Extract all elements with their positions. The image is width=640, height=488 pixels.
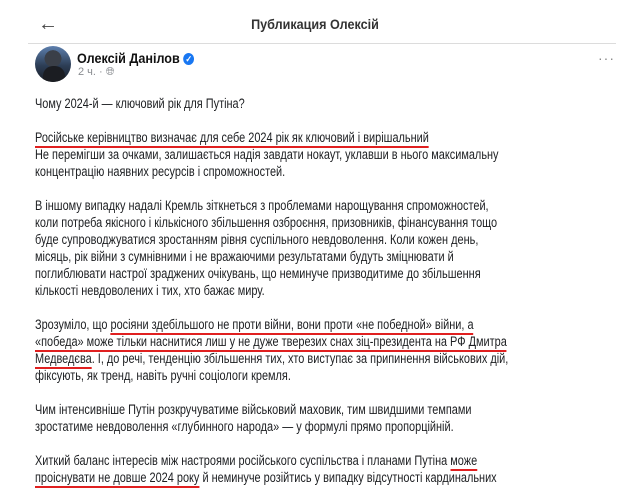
text-segment: Хиткий баланс інтересів між настроями російського суспільства і планами Путіна	[35, 453, 451, 468]
text-segment: Чому 2024-й — ключовий рік для Путіна?	[35, 96, 245, 111]
text-line	[35, 401, 508, 418]
page-title: Публикация Олексій	[251, 16, 379, 32]
text-segment: . І, до речі, тенденцію збільшення тих, хто виступає за припинення військових дій,	[91, 351, 509, 366]
author-name-text[interactable]: Олексій Данілов	[77, 50, 180, 66]
text-segment: буде супроводжуватися зростанням рівня суспільного невдоволення. Коли кожен день,	[35, 232, 479, 247]
paragraph-gap	[35, 112, 508, 129]
text-line	[35, 282, 508, 299]
globe-icon: 🌐︎	[105, 66, 115, 78]
text-segment: місяць, рік війни з сумнівними і не вражаючими результатами будуть зміцнювати й	[35, 249, 454, 264]
text-line	[35, 248, 508, 265]
text-line	[35, 316, 508, 333]
text-line	[35, 333, 508, 350]
text-segment: Зрозуміло, що	[35, 317, 111, 332]
text-line	[35, 129, 508, 146]
post-time[interactable]: 2 ч.	[78, 66, 96, 78]
text-line	[35, 350, 508, 367]
text-segment: зростатиме невдоволення «глубинного народа» — у формулі прямо пропорційній.	[35, 419, 454, 434]
text-line	[35, 163, 508, 180]
text-segment: й неминуче розійтись у випадку відсутності кардинальних	[199, 470, 497, 485]
check-badge-icon: ✓	[183, 53, 194, 65]
text-segment: Не перемігши за очками, залишається надія завдати нокаут, уклавши в нього максимальну	[35, 147, 499, 162]
underlined-text: «победа» може тільки наснитися лиш у не дуже тверезих снах зіц-президента на РФ Дмитра	[35, 334, 507, 352]
text-line	[35, 146, 508, 163]
underlined-text: може	[450, 453, 477, 471]
text-segment: фіксують, як тренд, навіть ручні соціологи кремля.	[35, 368, 291, 383]
paragraph-gap	[35, 299, 508, 316]
text-segment: коли потреба якісного і кількісного збільшення озброєння, призовників, фінансування тощо	[35, 215, 498, 230]
paragraph-gap	[35, 435, 508, 452]
text-segment: концентрацію наявних ресурсів і спроможностей.	[35, 164, 286, 179]
avatar[interactable]	[35, 46, 71, 82]
more-options-button[interactable]: ···	[598, 50, 615, 66]
header-divider	[28, 43, 616, 44]
text-line	[35, 197, 508, 214]
text-line	[35, 367, 508, 384]
underlined-text: Медведєва	[35, 351, 92, 369]
text-line	[35, 95, 508, 112]
arrow-left-icon: ←	[38, 13, 58, 35]
text-segment: поглиблювати настрої зраджених очікувань, що неминуче призводитиме до збільшення	[35, 266, 481, 281]
author-name[interactable]	[77, 50, 194, 66]
text-line	[35, 418, 508, 435]
text-line	[35, 214, 508, 231]
paragraph-gap	[35, 384, 508, 401]
underlined-text: Російське керівництво визначає для себе 2024 рік як ключовий і вирішальний	[35, 130, 429, 148]
underlined-text: проіснувати не довше 2024 року	[35, 470, 199, 488]
meta-separator: ·	[99, 66, 103, 78]
text-line	[35, 231, 508, 248]
text-line	[35, 452, 508, 469]
text-line	[35, 265, 508, 282]
text-segment: Чим інтенсивніше Путін розкручуватиме військовий маховик, тим швидшими темпами	[35, 402, 472, 417]
text-segment: В іншому випадку надалі Кремль зіткнеться з проблемами нарощування спроможностей,	[35, 198, 489, 213]
underlined-text: росіяни здебільшого не проти війни, вони проти «не победной» війни, а	[110, 317, 473, 335]
paragraph-gap	[35, 180, 508, 197]
text-segment: кількості невдоволених і тих, хто бажає миру.	[35, 283, 265, 298]
post-meta	[78, 66, 115, 79]
post-text	[35, 95, 508, 486]
